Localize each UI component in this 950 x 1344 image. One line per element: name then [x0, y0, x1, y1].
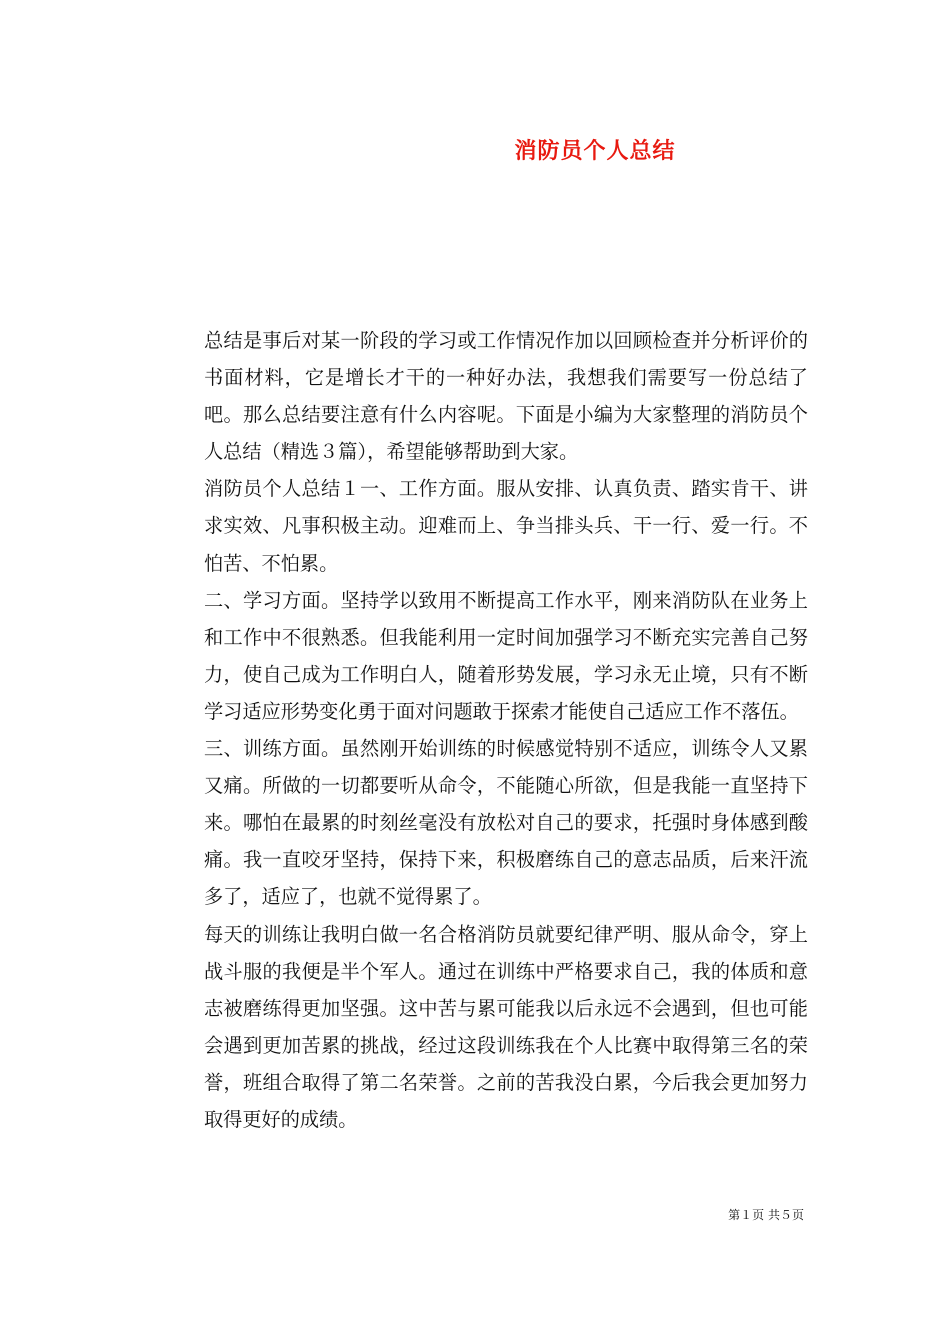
page-number-footer: 第１页 共５页: [728, 1208, 804, 1222]
page-title: 消防员个人总结: [514, 138, 676, 164]
paragraph-daily-training: 每天的训练让我明白做一名合格消防员就要纪律严明、服从命令，穿上战斗服的我便是半个军人。通过在训练中严格要求自己，我的体质和意志被磨练得更加坚强。这中苦与累可能我以后永远不会遇到，但也可能会遇到更加苦累的挑战，经过这段训练我在个人比赛中取得第三名的荣誉，班组合取得了第二名荣誉。之前的苦我没白累，今后我会更加努力取得更好的成绩。: [204, 922, 808, 1131]
paragraph-study: 二、学习方面。坚持学以致用不断提高工作水平，刚来消防队在业务上和工作中不很熟悉。但我能利用一定时间加强学习不断充实完善自己努力，使自己成为工作明白人，随着形势发展，学习永无止境，只有不断学习适应形势变化勇于面对问题敢于探索才能使自己适应工作不落伍。: [204, 588, 808, 723]
paragraph-intro: 总结是事后对某一阶段的学习或工作情况作加以回顾检查并分析评价的书面材料，它是增长才干的一种好办法，我想我们需要写一份总结了吧。那么总结要注意有什么内容呢。下面是小编为大家整理的消防员个人总结（精选３篇），希望能够帮助到大家。: [204, 329, 808, 464]
paragraph-training: 三、训练方面。虽然刚开始训练的时候感觉特别不适应，训练令人又累又痛。所做的一切都要听从命令，不能随心所欲，但是我能一直坚持下来。哪怕在最累的时刻丝毫没有放松对自己的要求，托强时身体感到酸痛。我一直咬牙坚持，保持下来，积极磨练自己的意志品质，后来汗流多了，适应了，也就不觉得累了。: [204, 737, 808, 909]
document-body: [146, 322, 808, 1138]
paragraph-work: 消防员个人总结１一、工作方面。服从安排、认真负责、踏实肯干、讲求实效、凡事积极主动。迎难而上、争当排头兵、干一行、爱一行。不怕苦、不怕累。: [204, 477, 808, 575]
